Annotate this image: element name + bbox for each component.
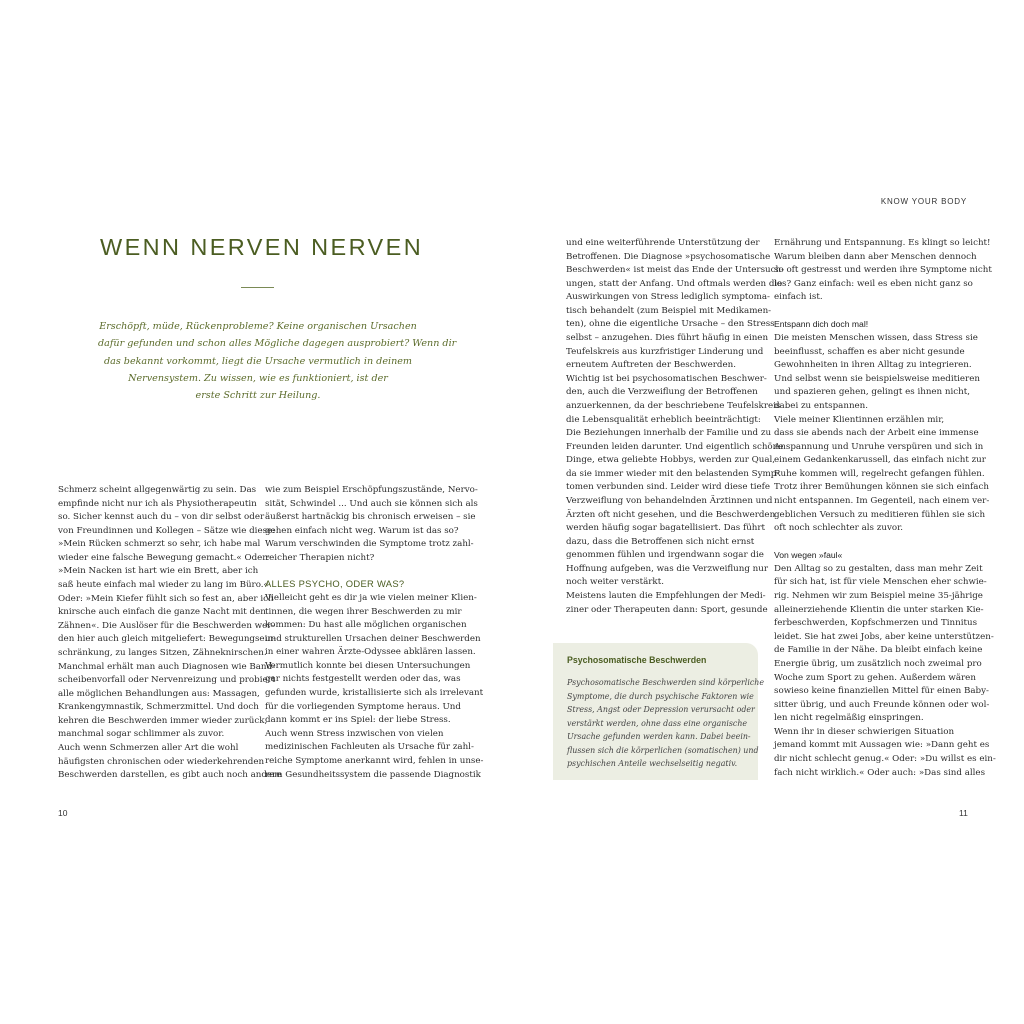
info-box-body xyxy=(567,676,764,771)
text-line: dir nicht schlecht genug.« Oder: »Du willst es ein- xyxy=(774,753,996,764)
text-line: tinnen, die wegen ihrer Beschwerden zu mir xyxy=(265,606,462,617)
lead-line: erste Schritt zur Heilung. xyxy=(195,390,321,402)
text-line: dazu, dass die Betroffenen sich nicht ernst xyxy=(566,536,755,547)
text-line: de Familie in der Nähe. Da bleibt einfach keine xyxy=(774,645,983,656)
text-line: alleinerziehende Klientin die unter starken Kie- xyxy=(774,604,984,615)
body-column-2-continued xyxy=(265,592,483,782)
text-line: rig. Nehmen wir zum Beispiel meine 35-jährige xyxy=(774,591,983,602)
text-line: Den Alltag so zu gestalten, dass man mehr Zeit xyxy=(774,563,983,574)
text-line: empfinde nicht nur ich als Physiotherapeutin xyxy=(58,498,257,509)
text-line: da sie immer wieder mit den belastenden Symp- xyxy=(566,468,780,479)
text-line: von Freundinnen und Kollegen – Sätze wie diese: xyxy=(58,525,276,536)
text-line: reicher Therapien nicht? xyxy=(265,552,375,563)
text-line: Auswirkungen von Stress lediglich symptoma- xyxy=(566,292,770,303)
text-line: dann kommt er ins Spiel: der liebe Stress. xyxy=(265,715,451,726)
text-line: und strukturellen Ursachen deiner Beschwerden xyxy=(265,633,481,644)
text-line: selbst – anzugehen. Dies führt häufig in einen xyxy=(566,333,769,344)
text-line: manchmal sogar schlimmer als zuvor. xyxy=(58,729,225,740)
text-line: sowieso keine finanziellen Mittel für einen Baby- xyxy=(774,686,989,697)
body-column-4 xyxy=(774,237,996,780)
text-line: beeinflusst, schaffen es aber nicht gesunde xyxy=(774,346,965,357)
text-line: Vermutlich konnte bei diesen Untersuchungen xyxy=(265,660,471,671)
text-line: kommen: Du hast alle möglichen organischen xyxy=(265,620,467,631)
text-line: dabei zu entspannen. xyxy=(774,400,869,411)
text-line: Schmerz scheint allgegenwärtig zu sein. Das xyxy=(58,485,257,495)
text-line: leidet. Sie hat zwei Jobs, aber keine unterstützen- xyxy=(774,631,994,642)
text-line: wieder eine falsche Bewegung gemacht.« Oder: xyxy=(58,552,270,563)
section-heading: Entspann dich doch mal! xyxy=(774,319,869,330)
text-line: so oft gestresst und werden ihre Symptome nicht xyxy=(774,265,992,276)
text-line: knirsche auch einfach die ganze Nacht mit den xyxy=(58,607,266,618)
running-head: KNOW YOUR BODY xyxy=(880,197,967,206)
text-line: nicht entspannen. Im Gegenteil, nach einem ver- xyxy=(774,495,990,506)
text-line: fach nicht wirklich.« Oder auch: »Das sind alles xyxy=(774,767,986,778)
body-column-3 xyxy=(566,237,784,617)
info-box-line: flussen sich die körperlichen (somatischen) und xyxy=(567,745,759,755)
info-box-line: verstärkt werden, ohne dass eine organische xyxy=(567,718,748,728)
title-divider xyxy=(241,287,274,288)
text-line: Beschwerden« ist meist das Ende der Untersuch- xyxy=(566,265,785,276)
text-line: ungen, statt der Anfang. Und oftmals werden die xyxy=(566,278,783,289)
text-line: gefunden wurde, kristallisierte sich als irrelevant xyxy=(265,688,484,699)
text-line: geblichen Versuch zu meditieren fühlen sie sich xyxy=(774,509,986,520)
text-line: medizinischen Fachleuten als Ursache für zahl- xyxy=(265,742,474,753)
text-line: häufigsten chronischen oder wiederkehrenden xyxy=(58,756,265,767)
text-line: und eine weiterführende Unterstützung der xyxy=(566,238,760,248)
text-line: noch weiter verstärkt. xyxy=(566,577,664,588)
text-line: len nicht regelmäßig einspringen. xyxy=(774,713,924,724)
section-subheading: ALLES PSYCHO, ODER WAS? xyxy=(265,578,405,589)
lead-line: Erschöpft, müde, Rückenprobleme? Keine organischen Ursachen xyxy=(99,321,417,332)
text-line: Krankengymnastik, Schmerzmittel. Und doch xyxy=(58,702,259,713)
text-line: gar nichts festgestellt werden oder das, was xyxy=(265,674,461,685)
text-line: rem Gesundheitssystem die passende Diagnostik xyxy=(265,769,481,780)
text-line: dass sie abends nach der Arbeit eine immense xyxy=(774,428,979,439)
text-line: wie zum Beispiel Erschöpfungszustände, Nervo- xyxy=(265,485,478,495)
info-box-title: Psychosomatische Beschwerden xyxy=(567,655,707,665)
text-line: saß heute einfach mal wieder zu lang im Büro.« xyxy=(58,580,269,591)
text-line: Hoffnung aufgeben, was die Verzweiflung nur xyxy=(566,563,769,574)
text-line: Und selbst wenn sie beispielsweise meditieren xyxy=(774,373,980,384)
info-box-line: Stress, Angst oder Depression verursacht oder xyxy=(567,705,755,715)
text-line: Trotz ihrer Bemühungen können sie sich einfach xyxy=(774,482,989,493)
text-line: Betroffenen. Die Diagnose »psychosomatische xyxy=(566,251,771,262)
text-line: einem Gedankenkarussell, das einfach nicht zur xyxy=(774,455,986,466)
lead-line: das bekannt vorkommt, liegt die Ursache vermutlich in deinem xyxy=(103,355,413,367)
text-line: Freunden leiden darunter. Und eigentlich schöne xyxy=(566,441,784,452)
text-line: die Lebensqualität erheblich beeinträchtigt: xyxy=(566,414,761,425)
text-line: kehren die Beschwerden immer wieder zurück, xyxy=(58,715,268,726)
text-line: tomen verbunden sind. Leider wird diese tiefe xyxy=(566,482,770,493)
text-line: Warum bleiben dann aber Menschen dennoch xyxy=(774,251,977,262)
text-line: Meistens lauten die Empfehlungen der Medi- xyxy=(566,591,766,602)
text-line: Dinge, etwa geliebte Hobbys, werden zur Qual, xyxy=(566,455,776,466)
text-line: Oder: »Mein Kiefer fühlt sich so fest an, aber ich xyxy=(58,593,274,604)
text-line: tisch behandelt (zum Beispiel mit Medikamen- xyxy=(566,305,772,316)
text-line: Verzweiflung von behandelnden Ärztinnen und xyxy=(566,495,773,506)
text-line: Teufelskreis aus kurzfristiger Linderung und xyxy=(566,346,764,357)
text-line: Warum verschwinden die Symptome trotz zahl- xyxy=(265,539,474,550)
text-line: Auch wenn Schmerzen aller Art die wohl xyxy=(58,742,239,753)
section-heading: Von wegen »faul« xyxy=(774,550,843,561)
text-line: Manchmal erhält man auch Diagnosen wie Band- xyxy=(58,661,275,672)
body-column-1 xyxy=(58,484,281,783)
text-line: Auch wenn Stress inzwischen von vielen xyxy=(265,728,444,739)
text-line: Viele meiner Klientinnen erzählen mir, xyxy=(774,414,945,425)
text-line: Wichtig ist bei psychosomatischen Beschwer- xyxy=(566,373,767,384)
text-line: so. Sicher kennst auch du – von dir selbst oder xyxy=(58,512,265,523)
text-line: ziner oder Therapeuten dann: Sport, gesunde xyxy=(566,604,768,615)
text-line: ferbeschwerden, Kopfschmerzen und Tinnitus xyxy=(774,618,978,629)
text-line: oft noch schlechter als zuvor. xyxy=(774,523,904,534)
text-line: Ärzten oft nicht gesehen, und die Beschwerden xyxy=(566,509,776,520)
text-line: Die meisten Menschen wissen, dass Stress sie xyxy=(774,333,978,344)
text-line: für sich hat, ist für viele Menschen eher schwie- xyxy=(774,577,987,588)
info-box-line: psychischen Anteile wechselseitig negativ. xyxy=(567,759,738,769)
text-line: ten), ohne die eigentliche Ursache – den Stress xyxy=(566,319,775,330)
text-line: erneutem Auftreten der Beschwerden. xyxy=(566,360,736,371)
text-line: Woche zum Sport zu gehen. Außerdem wären xyxy=(774,672,976,683)
text-line: Energie übrig, um zusätzlich noch zweimal pro xyxy=(774,658,982,669)
text-line: für die vorliegenden Symptome heraus. Und xyxy=(265,701,461,712)
text-line: schränkung, zu langes Sitzen, Zähneknirschen. xyxy=(58,647,267,658)
text-line: reiche Symptome anerkannt wird, fehlen in unse- xyxy=(265,755,484,766)
text-line: Anspannung und Unruhe verspüren und sich in xyxy=(774,441,984,452)
text-line: Wenn ihr in dieser schwierigen Situation xyxy=(774,726,955,737)
text-line: alle möglichen Behandlungen aus: Massagen, xyxy=(58,688,260,699)
text-line: gehen einfach nicht weg. Warum ist das so? xyxy=(265,525,459,536)
page-number-left: 10 xyxy=(58,808,68,818)
text-line: jemand kommt mit Aussagen wie: »Dann geht es xyxy=(774,740,990,751)
text-line: einfach ist. xyxy=(774,292,823,303)
text-line: den, auch die Verzweiflung der Betroffenen xyxy=(566,387,758,398)
info-box-line: Ursache gefunden werden kann. Dabei beein- xyxy=(567,732,751,742)
text-line: scheibenvorfall oder Nervenreizung und probiert xyxy=(58,675,276,686)
text-line: Die Beziehungen innerhalb der Familie und zu xyxy=(566,428,772,439)
text-line: »Mein Rücken schmerzt so sehr, ich habe mal xyxy=(58,539,261,550)
text-line: in einer wahren Ärzte-Odyssee abklären lassen. xyxy=(265,647,476,658)
info-box-line: Psychosomatische Beschwerden sind körperliche xyxy=(567,678,765,687)
text-line: äußerst hartnäckig bis chronisch erweisen – sie xyxy=(265,512,476,523)
text-line: sität, Schwindel ... Und auch sie können sich als xyxy=(265,498,478,509)
text-line: sitter übrig, und auch Freunde können oder wol- xyxy=(774,699,990,710)
lead-paragraph xyxy=(98,318,457,404)
text-line: los? Ganz einfach: weil es eben nicht ganz so xyxy=(774,278,973,289)
text-line-spacer xyxy=(774,536,996,550)
text-line-spacer xyxy=(265,565,478,579)
chapter-title: WENN NERVEN NERVEN xyxy=(100,234,424,260)
text-line: Zähnen«. Die Auslöser für die Beschwerden wer- xyxy=(58,620,275,631)
text-line: genommen fühlen und irgendwann sogar die xyxy=(566,550,764,561)
body-column-2 xyxy=(265,484,478,579)
text-line: werden häufig sogar bagatellisiert. Das führt xyxy=(566,523,766,534)
page-number-right: 11 xyxy=(959,808,968,818)
text-line: Ruhe kommen will, regelrecht gefangen fühlen. xyxy=(774,468,985,479)
text-line: den hier auch gleich mitgeliefert: Bewegungsein- xyxy=(58,634,276,645)
text-line-spacer xyxy=(774,305,996,319)
text-line: Gewohnheiten in ihren Alltag zu integrieren. xyxy=(774,360,972,371)
text-line: Ernährung und Entspannung. Es klingt so leicht! xyxy=(774,238,991,248)
lead-line: dafür gefunden und schon alles Mögliche dagegen ausprobiert? Wenn dir xyxy=(98,338,457,350)
text-line: anzuerkennen, da der beschriebene Teufelskreis xyxy=(566,400,781,411)
text-line: Beschwerden darstellen, es gibt auch noch andere xyxy=(58,770,282,781)
text-line: »Mein Nacken ist hart wie ein Brett, aber ich xyxy=(58,566,259,577)
text-line: Vielleicht geht es dir ja wie vielen meiner Klien- xyxy=(265,593,477,603)
lead-line: Nervensystem. Zu wissen, wie es funktioniert, ist der xyxy=(128,372,388,384)
text-line: und spazieren gehen, gelingt es ihnen nicht, xyxy=(774,387,970,398)
info-box-line: Symptome, die durch psychische Faktoren wie xyxy=(567,691,754,701)
